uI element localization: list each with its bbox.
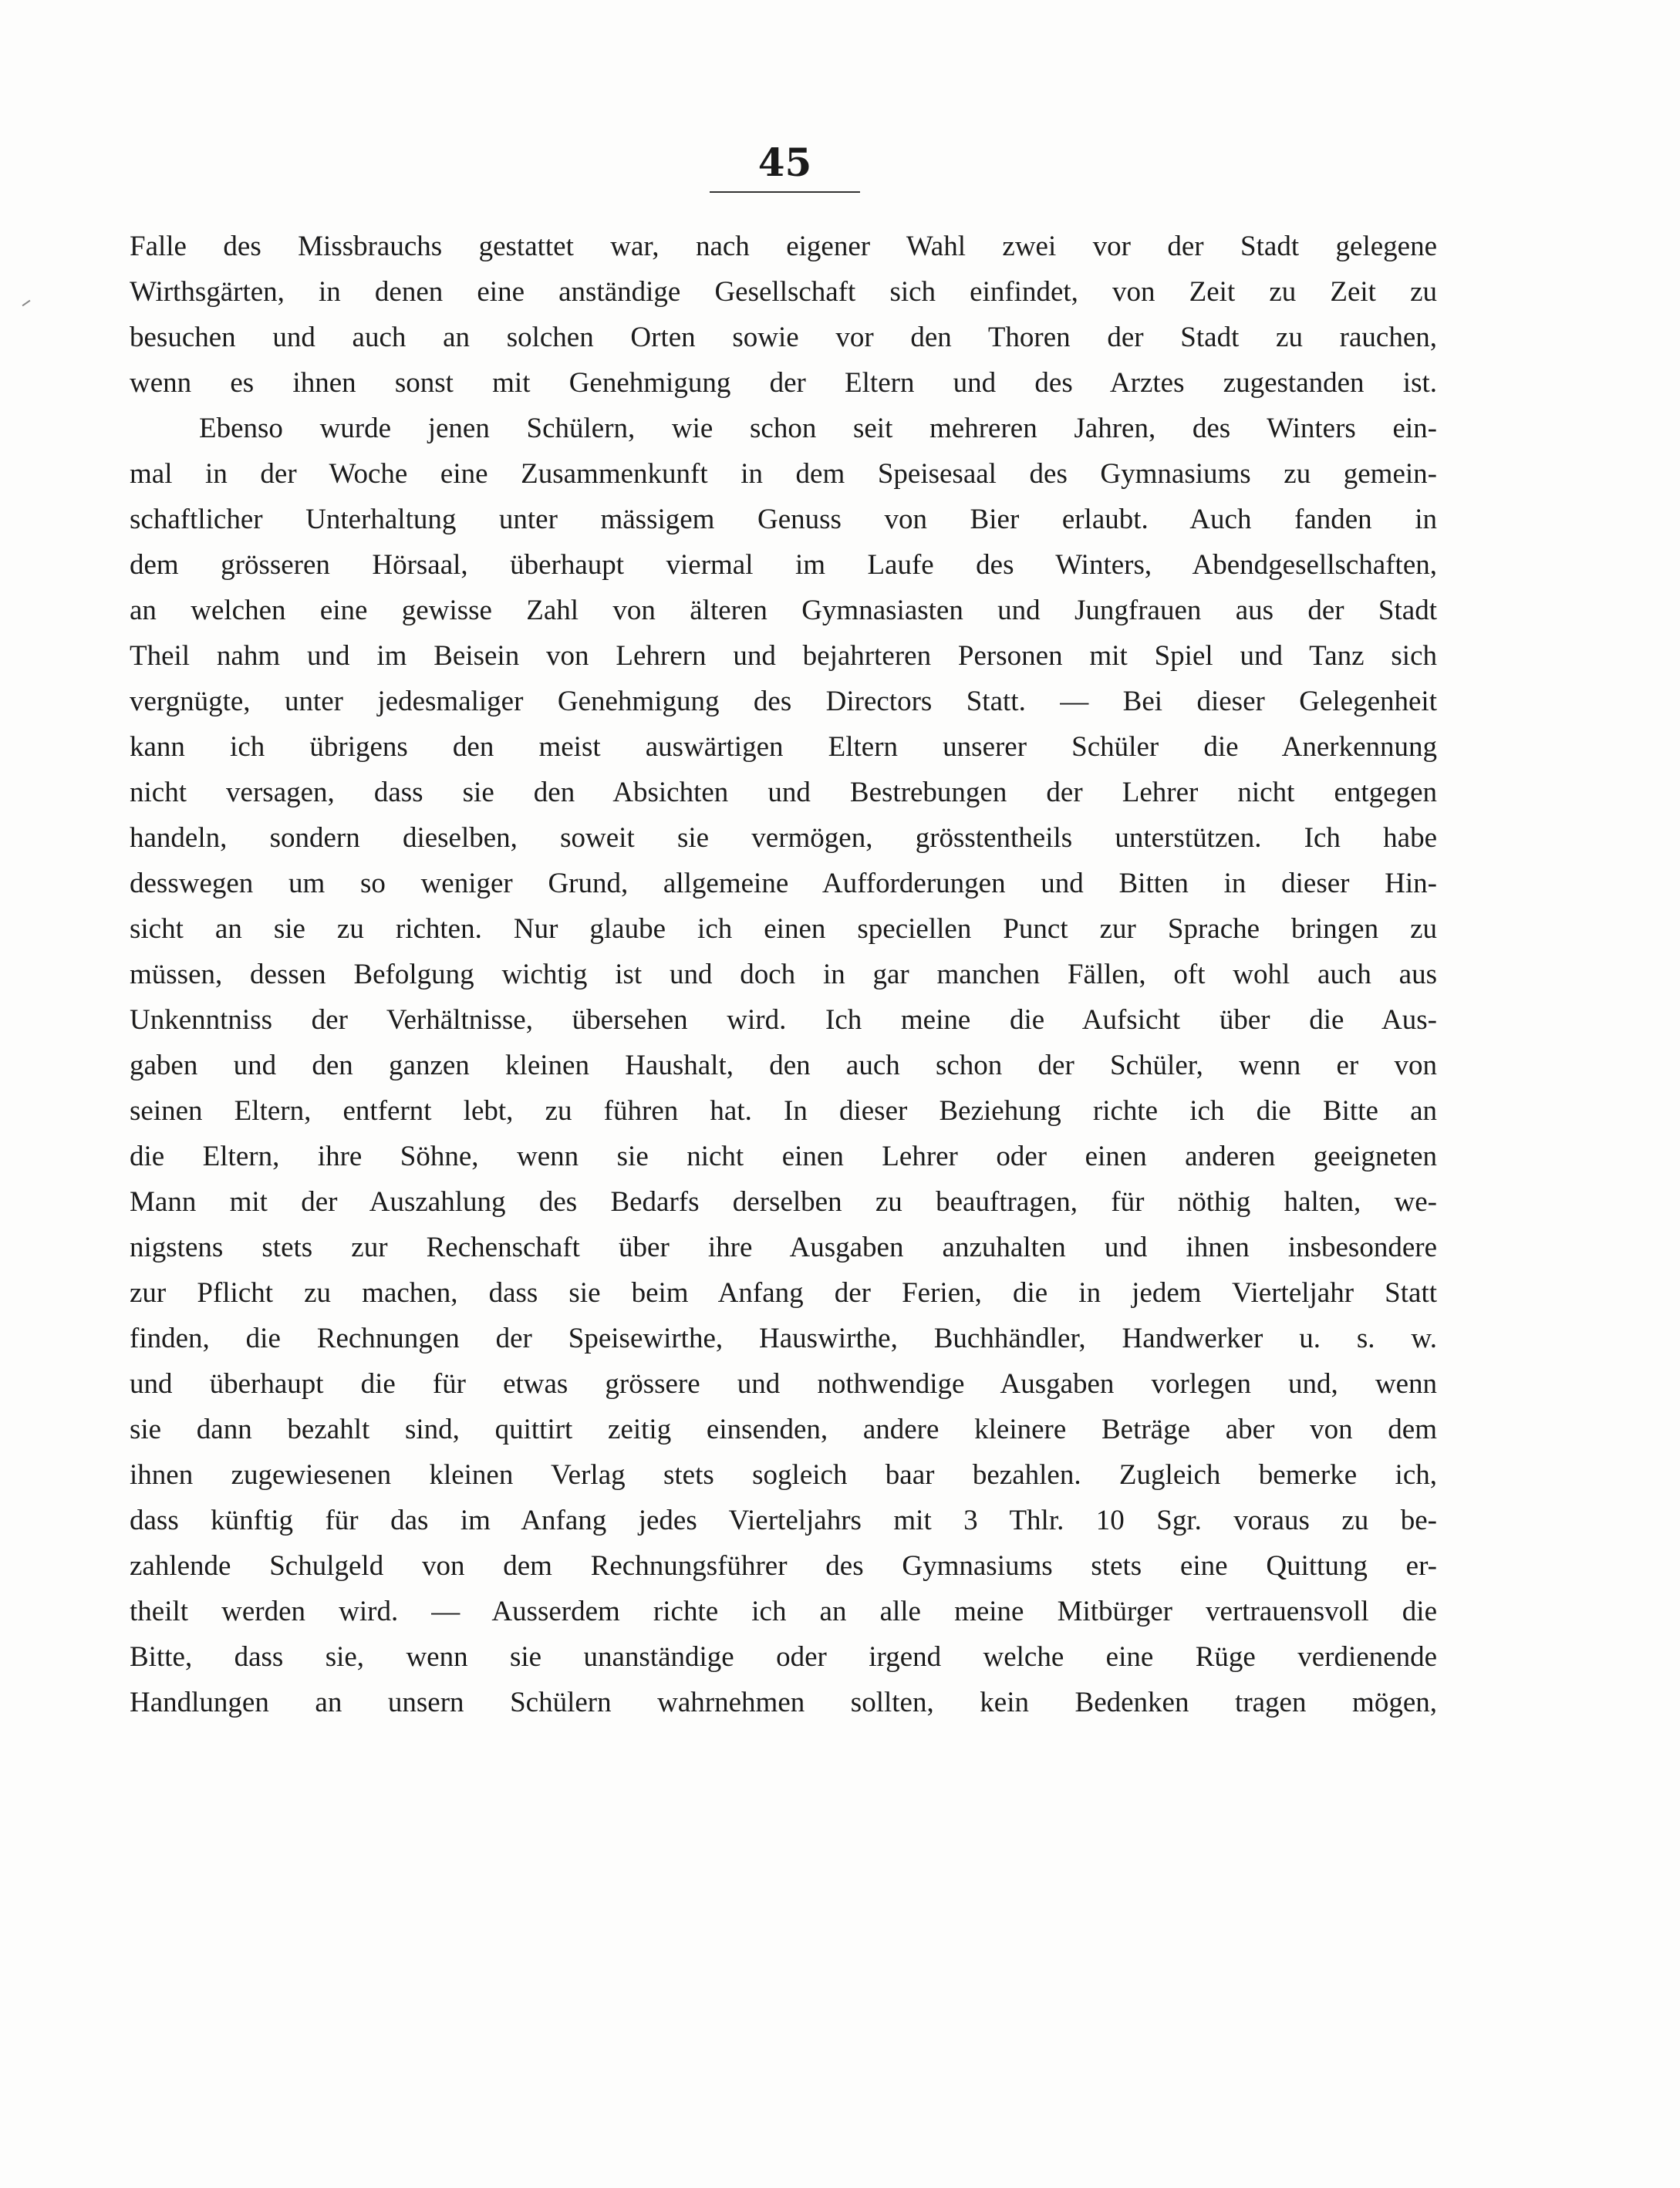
text-line: zahlende Schulgeld von dem Rechnungsführer des Gymnasiums stets eine Quittung er- (130, 1550, 1437, 1582)
text-line: Wirthsgärten, in denen eine anständige Gesellschaft sich einfindet, von Zeit zu Zeit zu (130, 276, 1437, 308)
text-line: Falle des Missbrauchs gestattet war, nach eigener Wahl zwei vor der Stadt gelegene (130, 231, 1437, 262)
page-number: 45 (757, 140, 812, 185)
text-line: Ebenso wurde jenen Schülern, wie schon seit mehreren Jahren, des Winters ein- (199, 413, 1437, 444)
text-line: die Eltern, ihre Söhne, wenn sie nicht einen Lehrer oder einen anderen geeigneten (130, 1141, 1437, 1172)
text-line: Theil nahm und im Beisein von Lehrern und bejahrteren Personen mit Spiel und Tanz sich (130, 640, 1437, 672)
text-line: kann ich übrigens den meist auswärtigen Eltern unserer Schüler die Anerkennung (130, 731, 1437, 763)
text-line: finden, die Rechnungen der Speisewirthe, Hauswirthe, Buchhändler, Handwerker u. s. w. (130, 1323, 1437, 1354)
text-line: und überhaupt die für etwas grössere und nothwendige Ausgaben vorlegen und, wenn (130, 1368, 1437, 1400)
text-line: ihnen zugewiesenen kleinen Verlag stets sogleich baar bezahlen. Zugleich bemerke ich, (130, 1459, 1437, 1491)
text-line: schaftlicher Unterhaltung unter mässigem Genuss von Bier erlaubt. Auch fanden in (130, 504, 1437, 535)
text-line: Unkenntniss der Verhältnisse, übersehen wird. Ich meine die Aufsicht über die Aus- (130, 1004, 1437, 1036)
text-line: Mann mit der Auszahlung des Bedarfs derselben zu beauftragen, für nöthig halten, we- (130, 1186, 1437, 1218)
text-line: dass künftig für das im Anfang jedes Vierteljahrs mit 3 Thlr. 10 Sgr. voraus zu be- (130, 1505, 1437, 1536)
text-line: handeln, sondern dieselben, soweit sie vermögen, grösstentheils unterstützen. Ich habe (130, 822, 1437, 854)
text-line: gaben und den ganzen kleinen Haushalt, den auch schon der Schüler, wenn er von (130, 1050, 1437, 1081)
text-line: müssen, dessen Befolgung wichtig ist und doch in gar manchen Fällen, oft wohl auch aus (130, 959, 1437, 990)
text-line: Bitte, dass sie, wenn sie unanständige oder irgend welche eine Rüge verdienende (130, 1641, 1437, 1673)
text-line: nicht versagen, dass sie den Absichten und Bestrebungen der Lehrer nicht entgegen (130, 777, 1437, 808)
text-line: desswegen um so weniger Grund, allgemeine Aufforderungen und Bitten in dieser Hin- (130, 868, 1437, 899)
text-line: nigstens stets zur Rechenschaft über ihre Ausgaben anzuhalten und ihnen insbesondere (130, 1232, 1437, 1263)
text-line: sie dann bezahlt sind, quittirt zeitig einsenden, andere kleinere Beträge aber von dem (130, 1414, 1437, 1445)
stray-pen-mark (22, 300, 31, 307)
header-rule (710, 191, 860, 193)
text-line: Handlungen an unsern Schülern wahrnehmen sollten, kein Bedenken tragen mögen, (130, 1687, 1437, 1718)
page-header (710, 140, 860, 193)
text-line: an welchen eine gewisse Zahl von älteren Gymnasiasten und Jungfrauen aus der Stadt (130, 595, 1437, 626)
text-line: besuchen und auch an solchen Orten sowie vor den Thoren der Stadt zu rauchen, (130, 322, 1437, 353)
text-line: dem grösseren Hörsaal, überhaupt viermal im Laufe des Winters, Abendgesellschaften, (130, 549, 1437, 581)
text-line: theilt werden wird. — Ausserdem richte ich an alle meine Mitbürger vertrauensvoll die (130, 1596, 1437, 1627)
body-text (130, 224, 1437, 1725)
text-line: seinen Eltern, entfernt lebt, zu führen hat. In dieser Beziehung richte ich die Bitte an (130, 1095, 1437, 1127)
text-line: wenn es ihnen sonst mit Genehmigung der Eltern und des Arztes zugestanden ist. (130, 367, 1437, 399)
text-line: sicht an sie zu richten. Nur glaube ich einen speciellen Punct zur Sprache bringen zu (130, 913, 1437, 945)
text-line: zur Pflicht zu machen, dass sie beim Anfang der Ferien, die in jedem Vierteljahr Statt (130, 1277, 1437, 1309)
text-line: vergnügte, unter jedesmaliger Genehmigung des Directors Statt. — Bei dieser Gelegenheit (130, 686, 1437, 717)
text-line: mal in der Woche eine Zusammenkunft in dem Speisesaal des Gymnasiums zu gemein- (130, 458, 1437, 490)
